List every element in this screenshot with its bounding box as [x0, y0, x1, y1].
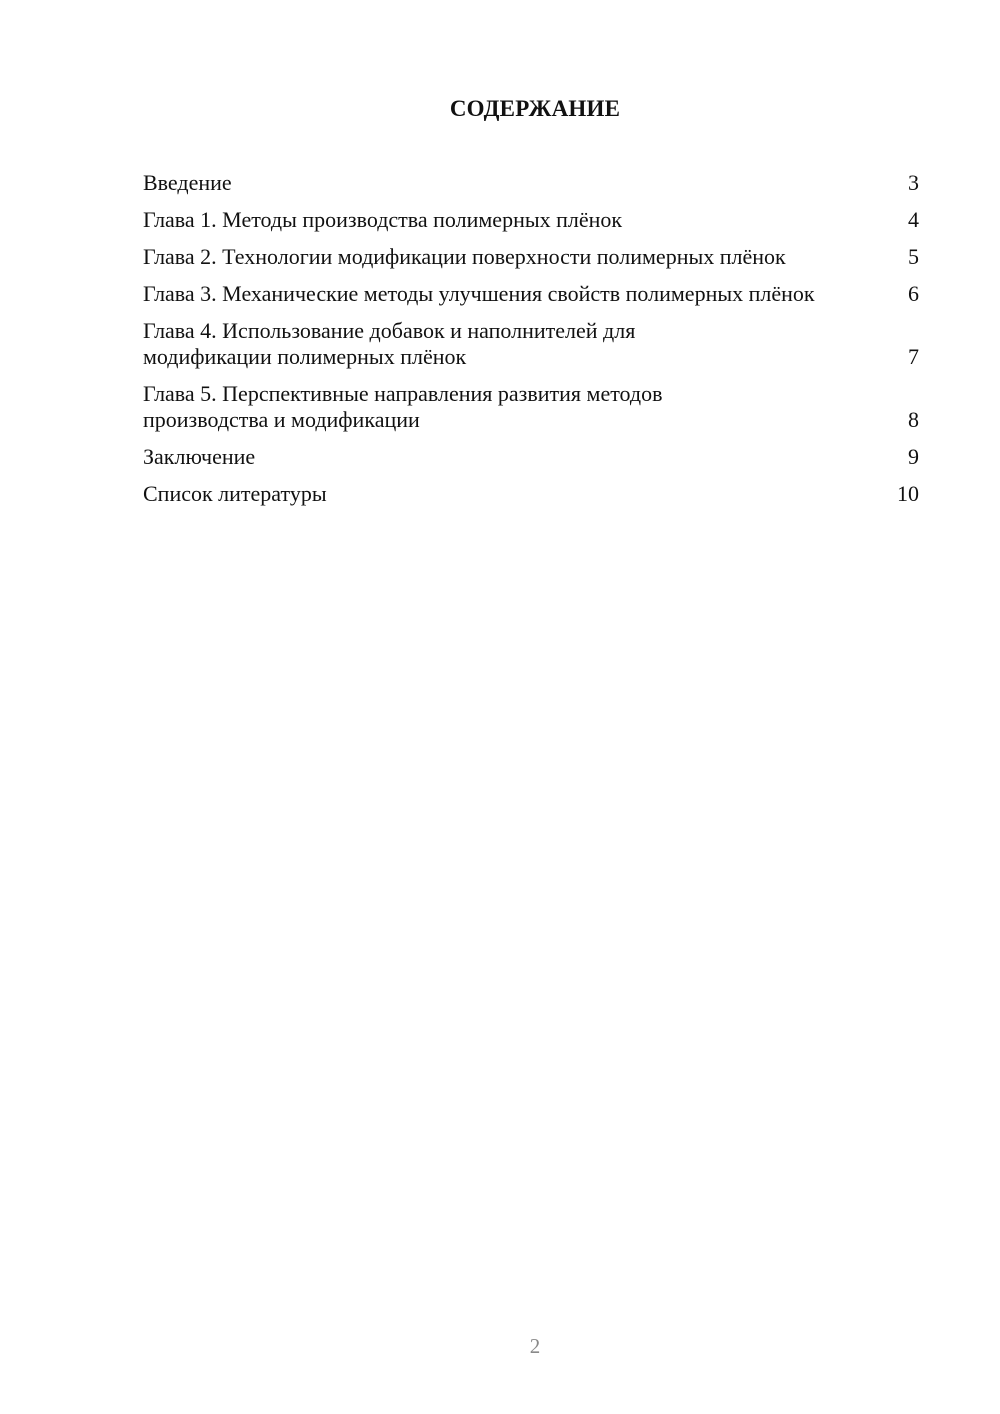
page-number: 2: [529, 1334, 541, 1358]
toc-entry-chapter-4[interactable]: [143, 318, 919, 370]
toc-entry-title: Введение: [143, 170, 232, 195]
toc-entry-chapter-3[interactable]: [143, 281, 919, 307]
toc-entry-page: 6: [908, 281, 919, 306]
toc-entry-chapter-1[interactable]: [143, 207, 919, 233]
toc-entry-references[interactable]: [143, 481, 919, 507]
toc-entry-page: 7: [908, 344, 919, 369]
toc-entry-chapter-5[interactable]: [143, 381, 919, 433]
toc-entry-title: Глава 5. Перспективные направления развития методов производства и модификации: [143, 381, 663, 432]
toc-entry-title: Глава 4. Использование добавок и наполнителей для модификации полимерных плёнок: [143, 318, 636, 369]
toc-entry-page: 5: [908, 244, 919, 269]
toc-entry-title: Список литературы: [143, 481, 327, 506]
toc-entry-chapter-2[interactable]: [143, 244, 919, 270]
toc-entry-introduction[interactable]: [143, 170, 919, 196]
toc-entry-page: 4: [908, 207, 919, 232]
toc-entry-page: 10: [897, 481, 919, 506]
toc-entry-title: Глава 2. Технологии модификации поверхности полимерных плёнок: [143, 244, 786, 269]
toc-entry-title: Заключение: [143, 444, 256, 469]
toc-entry-conclusion[interactable]: [143, 444, 919, 470]
page-title: СОДЕРЖАНИЕ: [449, 96, 621, 121]
toc-entry-page: 8: [908, 407, 919, 432]
table-of-contents: [143, 170, 919, 518]
toc-entry-title: Глава 1. Методы производства полимерных плёнок: [143, 207, 623, 232]
toc-entry-page: 3: [908, 170, 919, 195]
toc-entry-title: Глава 3. Механические методы улучшения свойств полимерных плёнок: [143, 281, 815, 306]
toc-entry-page: 9: [908, 444, 919, 469]
